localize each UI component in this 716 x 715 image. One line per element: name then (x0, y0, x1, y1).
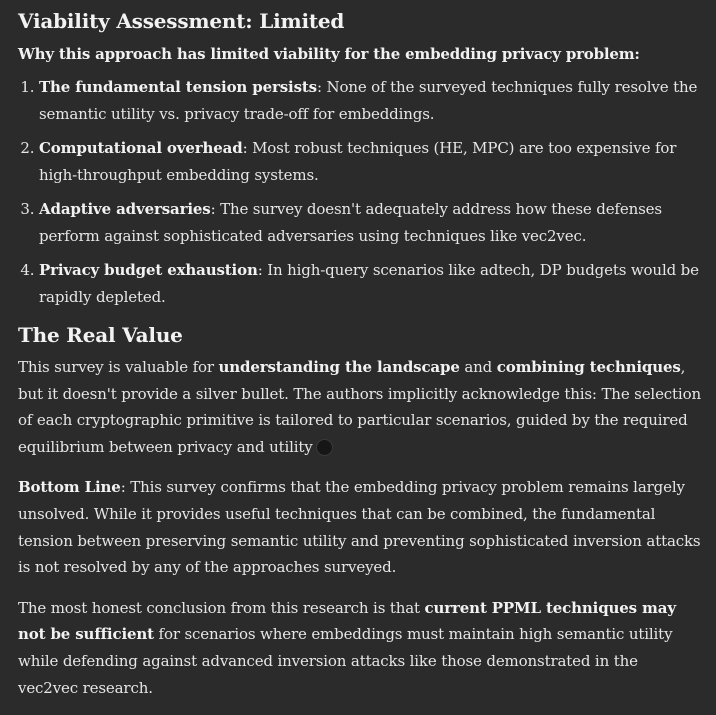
text-run: , but it doesn't provide a silver bullet. The authors implicitly acknowledge this: The selection of each cryptographic primitive is tailored to particular scenarios, guided by the required equilibrium between privacy and utility (18, 358, 701, 456)
list-item-text: : Most robust techniques (HE, MPC) are too expensive for high-throughput embedding systems. (39, 139, 677, 184)
list-item-title: Computational overhead (39, 139, 243, 157)
list-item (39, 196, 702, 249)
section-heading-real-value: The Real Value (18, 323, 183, 347)
list-item (39, 257, 702, 310)
text-run: This survey is valuable for (18, 358, 219, 376)
list-item-text: : The survey doesn't adequately address how these defenses perform against sophisticated adversaries using techniques like vec2vec. (39, 200, 662, 245)
bottom-line-paragraph (18, 474, 702, 580)
value-paragraph (18, 354, 702, 460)
list-item (39, 74, 702, 127)
text-run: and (459, 358, 497, 376)
emphasis-ppml: current PPML techniques may not be sufficient (18, 598, 676, 644)
section-heading-viability: Viability Assessment: Limited (18, 9, 345, 33)
bottom-line-label: Bottom Line (18, 478, 121, 497)
text-run: : This survey confirms that the embedding privacy problem remains largely unsolved. While it provides useful techniques that can be combined, the fundamental tension between preserving semantic utility and preventing sophisticated inversion attacks is not resolved by any of the approaches surveyed. (18, 478, 701, 577)
list-item-title: Adaptive adversaries (39, 200, 211, 218)
emphasis-landscape: understanding the landscape (218, 358, 460, 376)
text-run: for scenarios where embeddings must maintain high semantic utility while defending against advanced inversion attacks like those demonstrated in the vec2vec research. (18, 625, 673, 697)
text-run: The most honest conclusion from this research is that (18, 598, 425, 617)
list-item-text: : None of the surveyed techniques fully resolve the semantic utility vs. privacy trade-off for embeddings. (39, 78, 698, 123)
list-item-title: Privacy budget exhaustion (39, 261, 258, 279)
list-item-text: : In high-query scenarios like adtech, DP budgets would be rapidly depleted. (39, 261, 699, 306)
intro-text: Why this approach has limited viability for the embedding privacy problem: (18, 45, 640, 63)
citation-dot-icon[interactable] (316, 439, 333, 456)
conclusion-paragraph (18, 595, 702, 701)
list-item (39, 135, 702, 188)
reasons-list (18, 74, 702, 310)
emphasis-combining: combining techniques (496, 358, 681, 376)
list-item-title: The fundamental tension persists (39, 78, 317, 96)
